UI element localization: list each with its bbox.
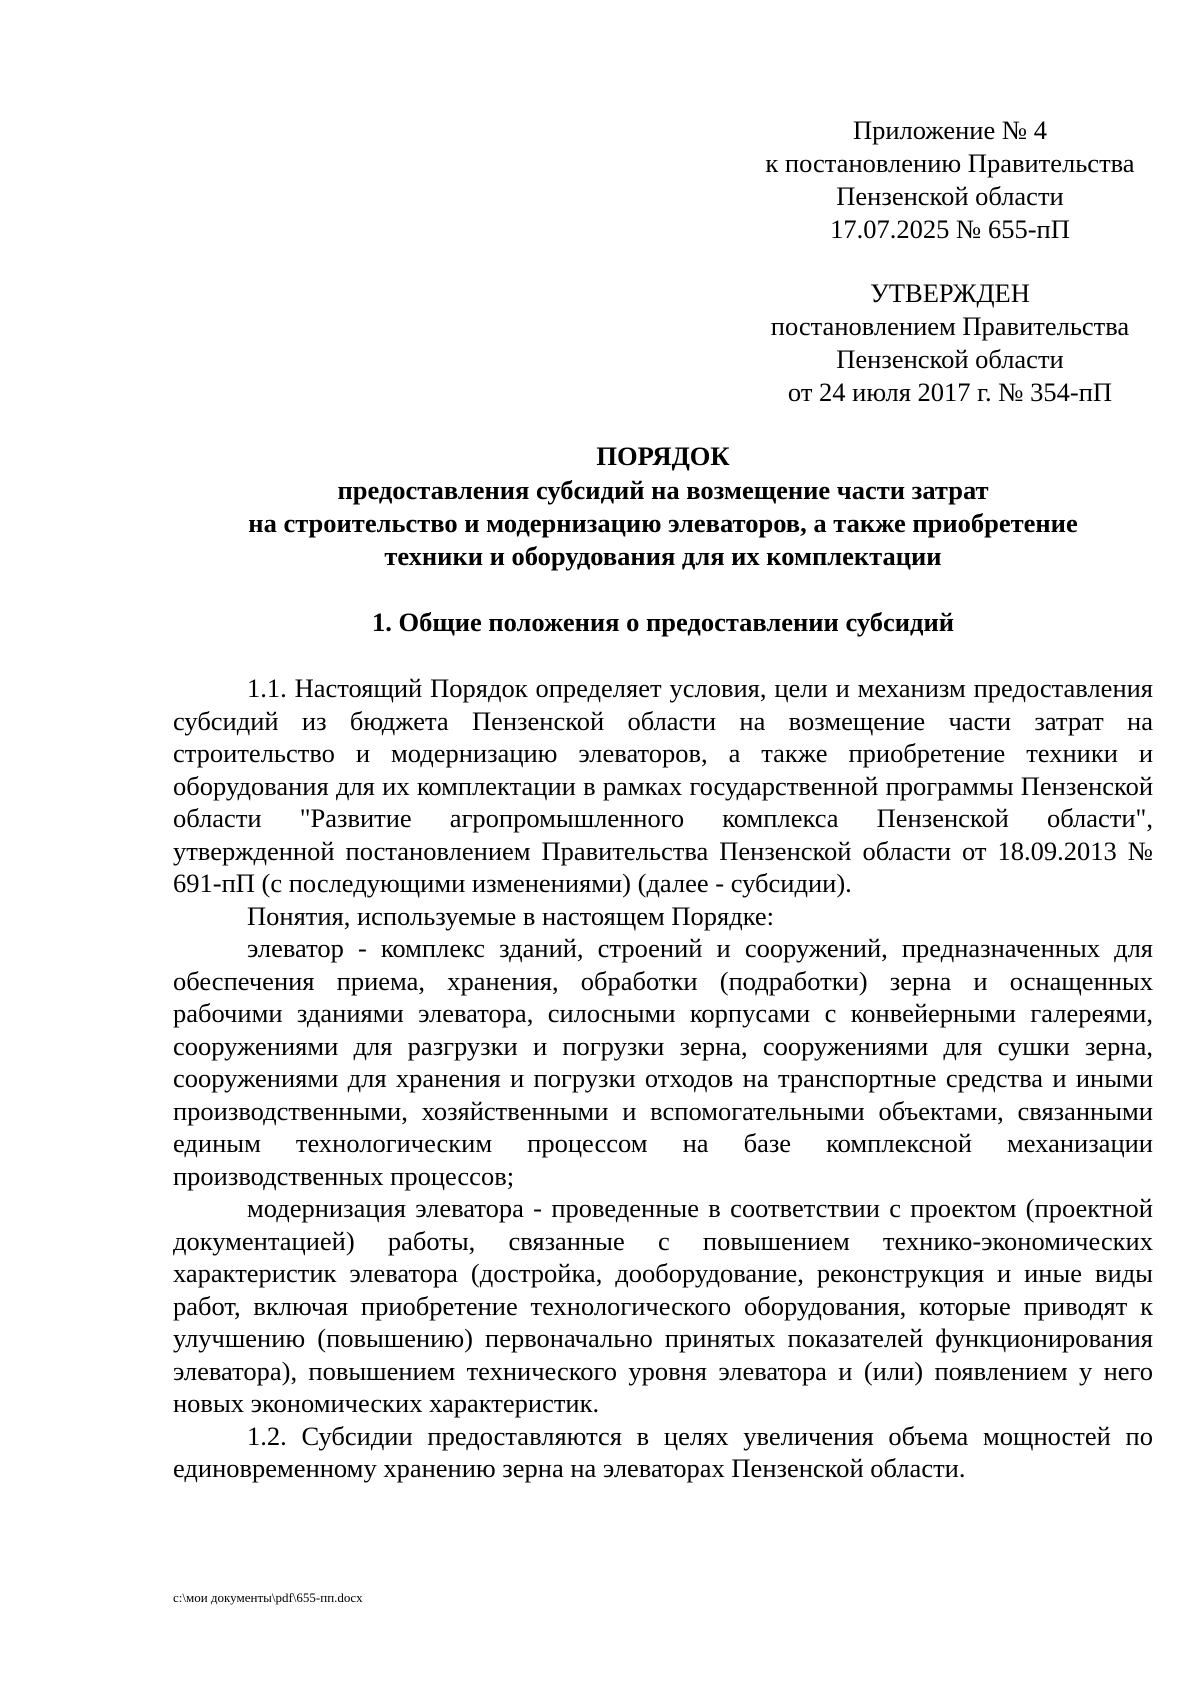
annex-region: Пензенской области <box>836 181 1064 211</box>
footer-file-path: c:\мои документы\pdf\655-пп.docx <box>173 1590 363 1605</box>
document-subtitle <box>173 474 1153 573</box>
approval-region: Пензенской области <box>836 344 1064 374</box>
approval-date-number: от 24 июля 2017 г. № 354-пП <box>787 377 1113 407</box>
annex-reference: к постановлению Правительства <box>765 148 1135 178</box>
paragraph-1-1: 1.1. Настоящий Порядок определяет условия, цели и механизм предоставления субсидий из бюджета Пензенской области на возмещение части затрат на строительство и модернизацию элеваторов, а также приобретение техники и оборудования для их комплектации в рамках государственной программы Пензенской области "Развитие агропромышленного комплекса Пензенской области", утвержденной постановлением Правительства Пензенской области от 18.09.2013 № 691-пП (с последующими изменениями) (далее - субсидии). <box>173 673 1153 898</box>
subtitle-line: на строительство и модернизацию элеваторов, а также приобретение <box>248 508 1078 538</box>
section-heading: 1. Общие положения о предоставлении субсидий <box>371 607 954 637</box>
annex-number: Приложение № 4 <box>852 115 1047 145</box>
subtitle-line: техники и оборудования для их комплектации <box>384 541 942 571</box>
paragraph-elevator-definition: элеватор - комплекс зданий, строений и сооружений, предназначенных для обеспечения приема, хранения, обработки (подработки) зерна и оснащенных рабочими зданиями элеватора, силосными корпусами с конвейерными галереями, сооружениями для разгрузки и погрузки зерна, сооружениями для сушки зерна, сооружениями для хранения и погрузки отходов на транспортные средства и иными производственными, хозяйственными и вспомогательными объектами, связанными единым технологическим процессом на базе комплексной механизации производственных процессов; <box>173 933 1153 1191</box>
document-title: ПОРЯДОК <box>596 441 730 471</box>
paragraph-modernization-definition: модернизация элеватора - проведенные в соответствии с проектом (проектной документацией) работы, связанные с повышением технико-экономических характеристик элеватора (достройка, дооборудование, реконструкция и иные виды работ, включая приобретение технологического оборудования, которые приводят к улучшению (повышению) первоначально принятых показателей функционирования элеватора), повышением технического уровня элеватора и (или) появлением у него новых экономических характеристик. <box>173 1193 1153 1418</box>
document-body <box>173 672 1153 1485</box>
paragraph-definitions-intro: Понятия, используемые в настоящем Порядке: <box>247 900 775 931</box>
annex-block <box>730 114 1170 246</box>
approval-authority: постановлением Правительства <box>770 311 1130 341</box>
approval-block <box>730 277 1170 409</box>
approval-stamp: УТВЕРЖДЕН <box>870 278 1030 308</box>
paragraph-1-2: 1.2. Субсидии предоставляются в целях увеличения объема мощностей по единовременному хранению зерна на элеваторах Пензенской области. <box>173 1420 1153 1483</box>
annex-date-number: 17.07.2025 № 655-пП <box>830 214 1070 244</box>
subtitle-line: предоставления субсидий на возмещение части затрат <box>337 475 989 505</box>
